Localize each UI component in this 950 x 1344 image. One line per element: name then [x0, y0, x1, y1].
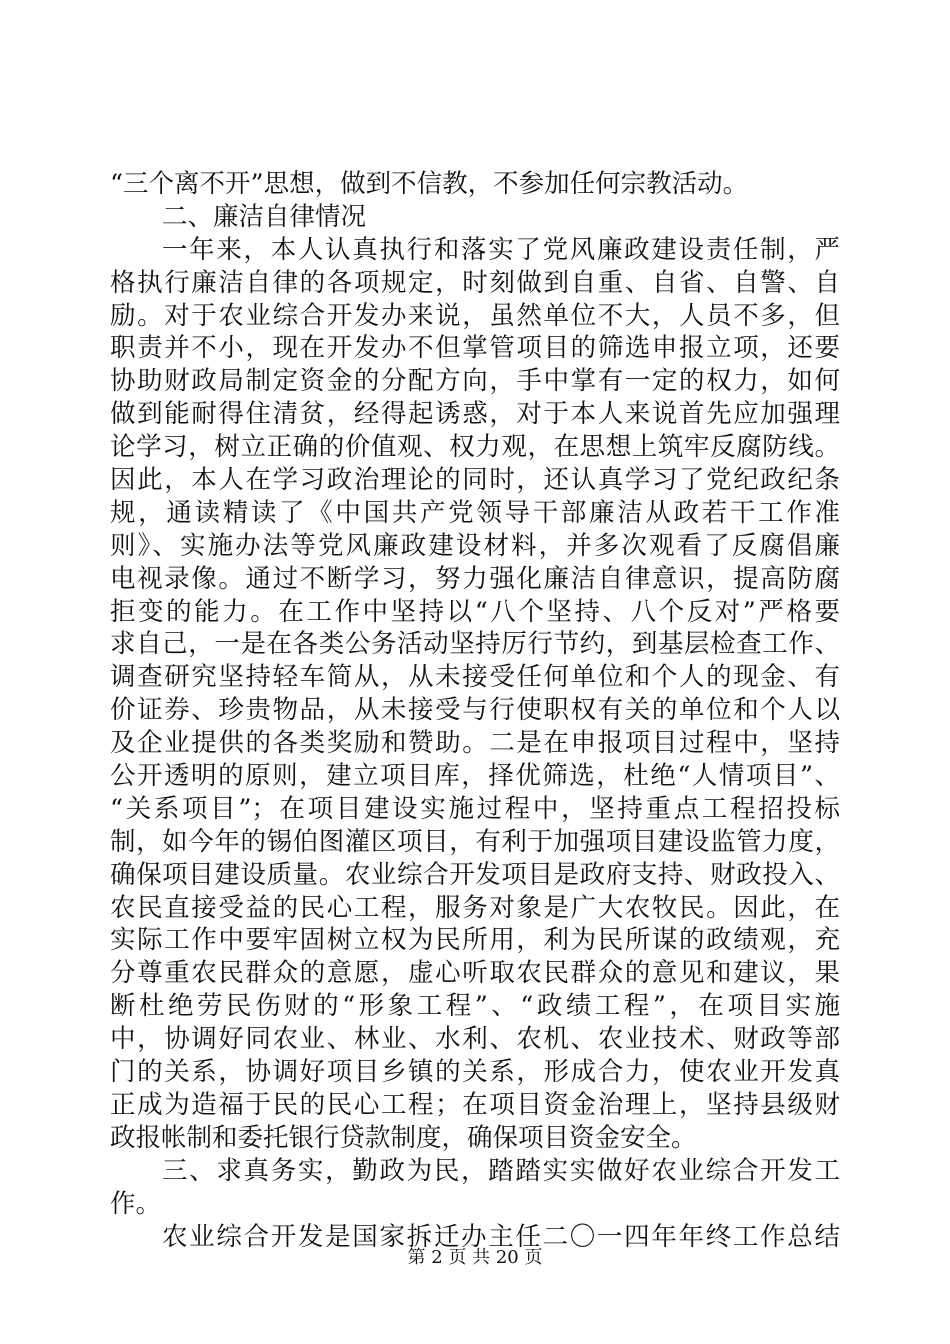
text-line: 二、廉洁自律情况 — [162, 201, 367, 232]
text-line: 协助财政局制定资金的分配方向，手中掌有一定的权力，如何 — [110, 366, 840, 397]
text-line: 公开透明的原则，建立项目库，择优筛选，杜绝“人情项目”、 — [110, 761, 840, 792]
text-line: 励。对于农业综合开发办来说，虽然单位不大，人员不多，但 — [110, 300, 840, 331]
text-line: 因此，本人在学习政治理论的同时，还认真学习了党纪政纪条 — [110, 465, 840, 496]
text-line: 拒变的能力。在工作中坚持以“八个坚持、八个反对”严格要 — [110, 596, 840, 627]
text-line: 中，协调好同农业、林业、水利、农机、农业技术、财政等部 — [110, 1024, 840, 1055]
text-line: 格执行廉洁自律的各项规定，时刻做到自重、自省、自警、自 — [110, 267, 840, 298]
text-line: 职责并不小，现在开发办不但掌管项目的筛选申报立项，还要 — [110, 333, 840, 364]
page-footer: 第 2 页 共 20 页 — [407, 1247, 543, 1268]
document-body — [110, 168, 840, 1253]
text-line: 正成为造福于民的民心工程；在项目资金治理上，坚持县级财 — [110, 1089, 840, 1120]
text-line: 制，如今年的锡伯图灌区项目，有利于加强项目建设监管力度， — [110, 826, 840, 857]
text-line: 求自己，一是在各类公务活动坚持厉行节约，到基层检查工作、 — [110, 629, 840, 660]
text-line: 农业综合开发是国家拆迁办主任二〇一四年年终工作总结 — [162, 1221, 840, 1252]
text-line: 分尊重农民群众的意愿，虚心听取农民群众的意见和建议，果 — [110, 958, 840, 989]
text-line: 断杜绝劳民伤财的“形象工程”、“政绩工程”，在项目实施 — [110, 991, 840, 1022]
text-line: 实际工作中要牢固树立权为民所用，利为民所谋的政绩观，充 — [110, 925, 840, 956]
text-line: “关系项目”；在项目建设实施过程中，坚持重点工程招投标 — [110, 793, 840, 824]
text-line: 电视录像。通过不断学习，努力强化廉洁自律意识，提高防腐 — [110, 563, 840, 594]
text-line: 论学习，树立正确的价值观、权力观，在思想上筑牢反腐防线。 — [110, 432, 840, 463]
text-line: 一年来，本人认真执行和落实了党风廉政建设责任制，严 — [162, 234, 840, 265]
text-line: 农民直接受益的民心工程，服务对象是广大农牧民。因此，在 — [110, 892, 840, 923]
text-line: 确保项目建设质量。农业综合开发项目是政府支持、财政投入、 — [110, 859, 840, 890]
text-line: 规，通读精读了《中国共产党领导干部廉洁从政若干工作准 — [110, 497, 840, 528]
text-line: 政报帐制和委托银行贷款制度，确保项目资金安全。 — [110, 1122, 697, 1153]
text-line: 调查研究坚持轻车简从，从未接受任何单位和个人的现金、有 — [110, 662, 840, 693]
text-line: 价证券、珍贵物品，从未接受与行使职权有关的单位和个人以 — [110, 695, 840, 726]
text-line: 做到能耐得住清贫，经得起诱惑，对于本人来说首先应加强理 — [110, 399, 840, 430]
text-line: 作。 — [110, 1188, 162, 1219]
text-line: 及企业提供的各类奖励和赞助。二是在申报项目过程中，坚持 — [110, 728, 840, 759]
text-line: 三、求真务实，勤政为民，踏踏实实做好农业综合开发工 — [162, 1155, 840, 1186]
text-line: “三个离不开”思想，做到不信教，不参加任何宗教活动。 — [110, 169, 749, 199]
text-line: 门的关系，协调好项目乡镇的关系，形成合力，使农业开发真 — [110, 1057, 840, 1088]
text-line: 则》、实施办法等党风廉政建设材料，并多次观看了反腐倡廉 — [110, 530, 840, 561]
